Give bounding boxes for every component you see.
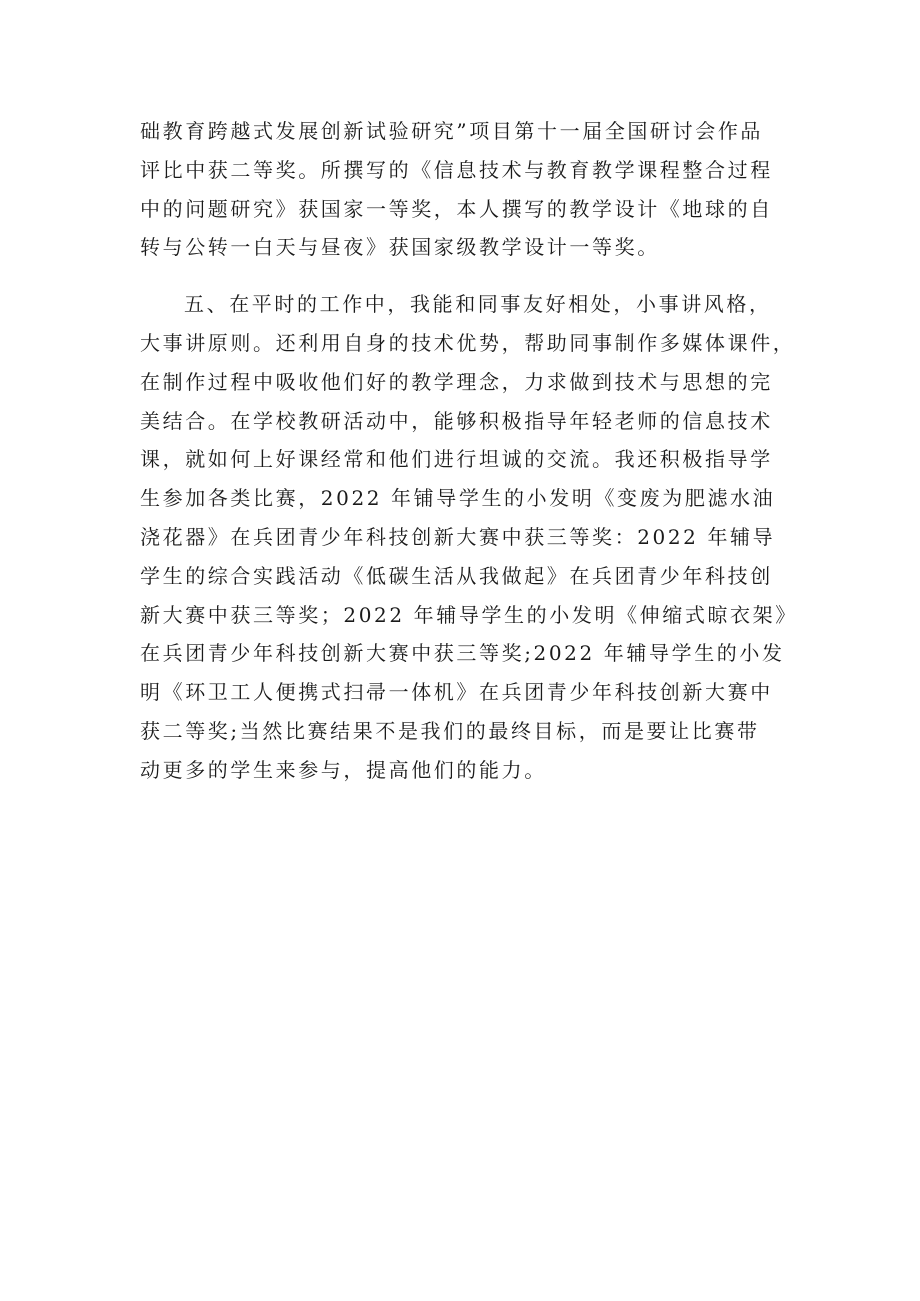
text-line: 课，就如何上好课经常和他们进行坦诚的交流。我还积极指导学	[140, 447, 773, 472]
text-line: 生参加各类比赛，2022 年铺导学生的小发明《变废为肥滤水油	[140, 486, 776, 511]
text-line: 浇花器》在兵团青少年科技创新大赛中获三等奖：2022 年辅导	[140, 524, 776, 549]
text-line: 新大赛中获三等奖；2022 年辅导学生的小发明《伸缩式晾衣架》	[140, 602, 798, 627]
text-line: 学生的综合实践活动《低碳生活从我做起》在兵团青少年科技创	[140, 563, 773, 588]
text-line: 五、在平时的工作中，我能和同事友好相处，小事讲风格，	[184, 292, 772, 317]
text-line: 转与公转一白天与昼夜》获国家级教学设计一等奖。	[140, 235, 660, 260]
text-line: 础教育跨越式发展创新试验研究”项目第十一届全国研讨会作品	[140, 119, 764, 143]
text-line: 在制作过程中吸收他们好的教学理念，力求做到技术与思想的完	[140, 369, 773, 394]
paragraph-continued	[140, 112, 790, 267]
text-line: 动更多的学生来参与，提高他们的能力。	[140, 757, 547, 782]
text-line: 大事讲原则。还利用自身的技术优势，帮助同事制作多媒体课件，	[140, 330, 796, 355]
text-line: 美结合。在学校教研活动中，能够积极指导年轻老师的信息技术	[140, 408, 773, 433]
text-line: 中的问题研究》获国家一等奖，本人撰写的教学设计《地球的自	[140, 196, 773, 221]
text-line: 评比中获二等奖。所撰写的《信息技术与教育教学课程整合过程	[140, 157, 773, 182]
paragraph-spacer	[140, 267, 790, 285]
paragraph-five	[140, 285, 798, 789]
text-line: 获二等奖;当然比赛结果不是我们的最终目标，而是要让比赛带	[140, 718, 760, 743]
text-line: 明《环卫工人便携式扫帚一体机》在兵团青少年科技创新大赛中	[140, 680, 773, 705]
document-body	[140, 112, 798, 790]
text-line: 在兵团青少年科技创新大赛中获三等奖;2022 年辅导学生的小发	[140, 641, 785, 666]
